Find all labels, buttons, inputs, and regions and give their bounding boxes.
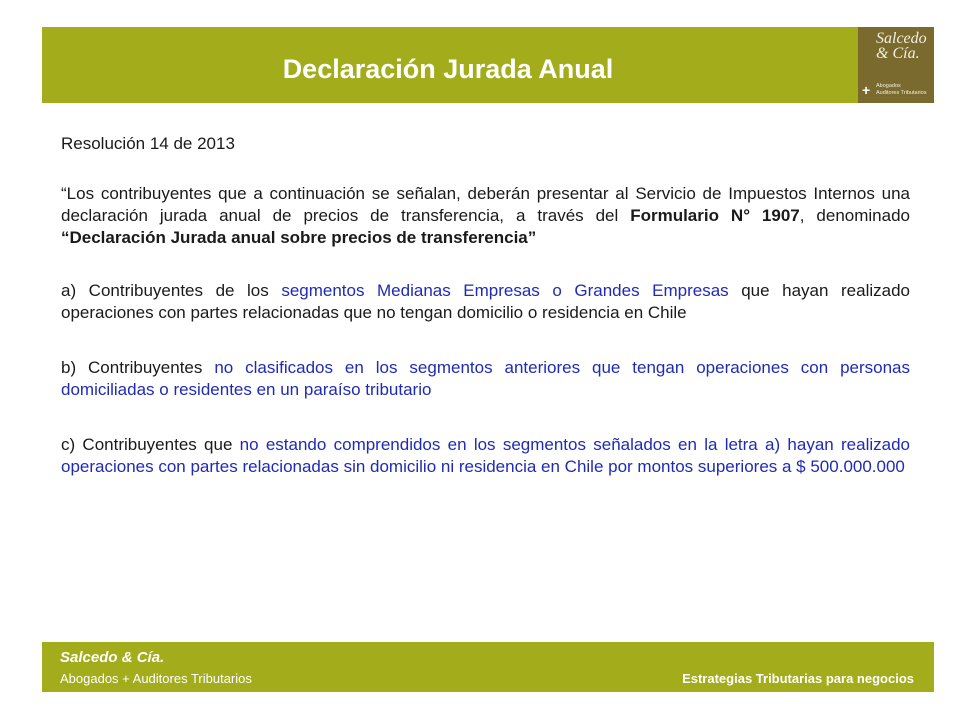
- logo-sub-line2: Auditores Tributarios: [876, 90, 927, 96]
- logo-name: [876, 31, 927, 61]
- item-a: [61, 280, 910, 324]
- declaration-name: “Declaración Jurada anual sobre precios de transferencia”: [61, 228, 537, 247]
- page-title: Declaración Jurada Anual: [282, 53, 614, 84]
- footer-bar: [42, 642, 934, 692]
- company-logo: [858, 27, 934, 103]
- intro-text-2: , denominado: [799, 206, 910, 225]
- intro-text-1: “Los contribuyentes que a continuación se señalan, deberán presentar al Servicio de Impuestos Internos una declaración jurada anual de precios de transferencia, a través del: [61, 184, 910, 225]
- resolution-line: Resolución 14 de 2013: [61, 134, 235, 153]
- item-a-suffix: que hayan realizado operaciones con partes relacionadas que no tengan domicilio o residencia en Chile: [61, 281, 910, 322]
- item-c: [61, 434, 910, 478]
- main-content: [61, 133, 910, 511]
- item-b-highlight: no clasificados en los segmentos anteriores que tengan operaciones con personas domiciliadas o residentes en un paraíso tributario: [61, 358, 911, 399]
- footer-tagline: Estrategias Tributarias para negocios: [682, 671, 914, 686]
- item-a-highlight: segmentos Medianas Empresas o Grandes Empresas: [281, 281, 729, 300]
- logo-subtitle: [876, 83, 926, 97]
- item-a-prefix: a) Contribuyentes de los: [61, 281, 282, 300]
- footer-firm-name: Salcedo & Cía.: [60, 649, 165, 666]
- header-bar: [42, 27, 934, 103]
- form-number: Formulario N° 1907: [630, 206, 800, 225]
- item-c-highlight: no estando comprendidos en los segmentos señalados en la letra a) hayan realizado operaciones con partes relacionadas sin domicilio ni residencia en Chile por montos superiores a $ 500.000.000: [61, 435, 910, 476]
- item-c-prefix: c) Contribuyentes que: [61, 435, 240, 454]
- logo-plus-icon: +: [862, 82, 871, 98]
- logo-name-line2: & Cía.: [876, 45, 920, 62]
- logo-sub-line1: Abogados: [876, 83, 901, 89]
- item-b-prefix: b) Contribuyentes: [61, 358, 215, 377]
- intro-paragraph: [61, 183, 910, 249]
- logo-name-line1: Salcedo: [876, 30, 927, 47]
- item-b: [61, 357, 910, 401]
- footer-subtitle: Abogados + Auditores Tributarios: [60, 671, 252, 686]
